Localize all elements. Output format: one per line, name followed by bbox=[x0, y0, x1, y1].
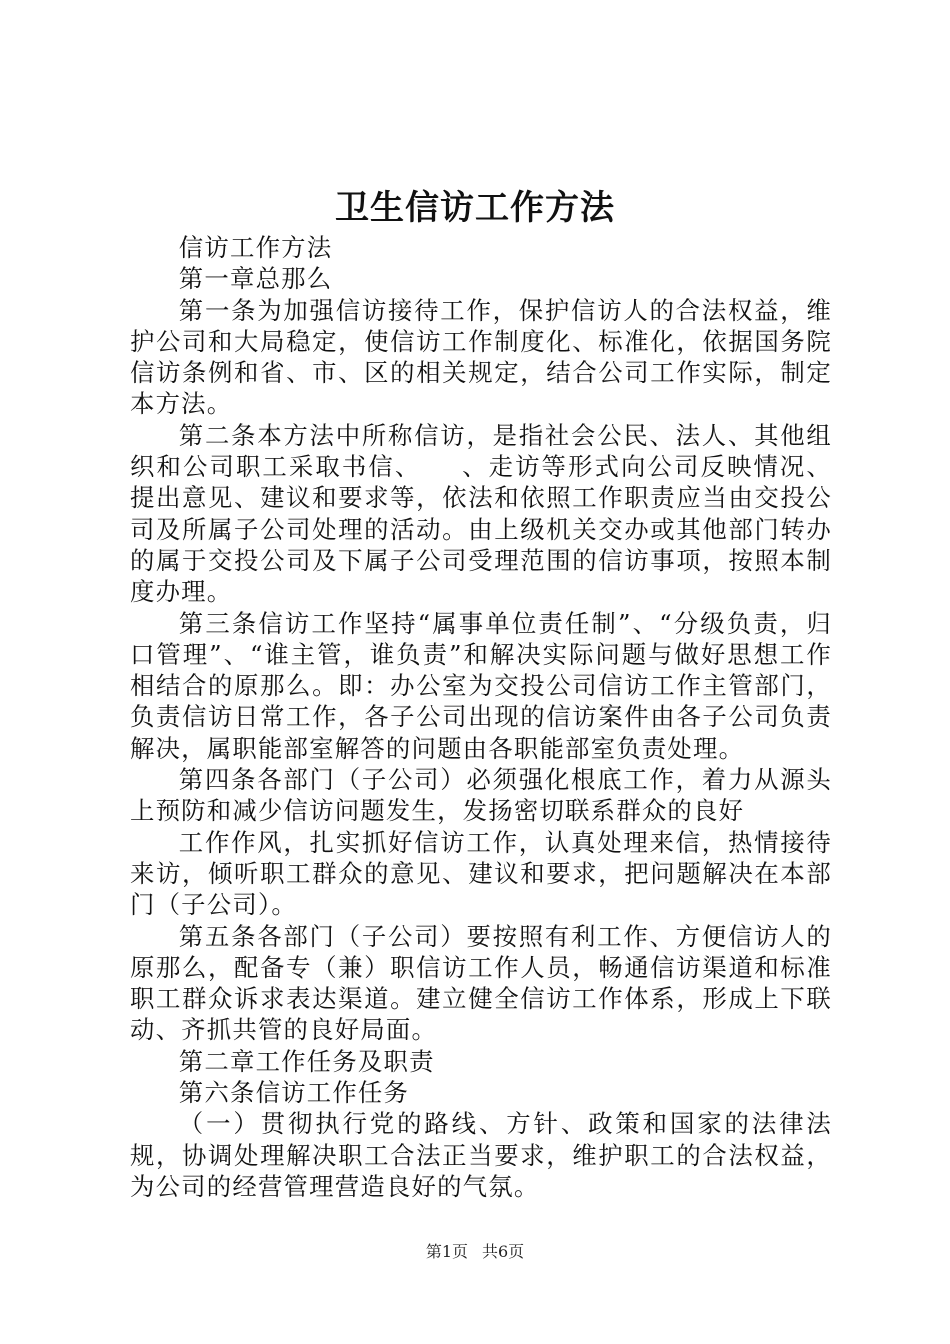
paragraph: 第五条各部门（子公司）要按照有利工作、方便信访人的原那么，配备专（兼）职信访工作人员，畅通信访渠道和标准职工群众诉求表达渠道。建立健全信访工作体系，形成上下联动、齐抓共管的良好局面。 bbox=[130, 921, 832, 1045]
paragraph: 第一章总那么 bbox=[178, 264, 333, 294]
page-footer bbox=[0, 1240, 950, 1264]
paragraph: 信访工作方法 bbox=[178, 233, 333, 262]
paragraph: （一）贯彻执行党的路线、方针、政策和国家的法律法规，协调处理解决职工合法正当要求，维护职工的合法权益，为公司的经营管理营造良好的气氛。 bbox=[130, 1109, 832, 1201]
page-total: 共6页 bbox=[482, 1242, 525, 1261]
paragraph: 第四条各部门（子公司）必须强化根底工作，着力从源头上预防和减少信访问题发生，发扬密切联系群众的良好 bbox=[130, 765, 832, 826]
page-title: 卫生信访工作方法 bbox=[335, 188, 615, 228]
paragraph: 工作作风，扎实抓好信访工作，认真处理来信，热情接待来访，倾听职工群众的意见、建议和要求，把问题解决在本部门（子公司）。 bbox=[130, 827, 832, 920]
paragraph: 第二章工作任务及职责 bbox=[178, 1046, 435, 1076]
paragraph: 第六条信访工作任务 bbox=[178, 1078, 410, 1108]
paragraph: 第三条信访工作坚持“属事单位责任制”、“分级负责，归口管理”、“谁主管，谁负责”和解决实际问题与做好思想工作相结合的原那么。即：办公室为交投公司信访工作主管部门，负责信访日常工作，各子公司出现的信访案件由各子公司负责解决，属职能部室解答的问题由各职能部室负责处理。 bbox=[130, 608, 832, 763]
page-number: 第1页 bbox=[425, 1242, 468, 1261]
document-body bbox=[130, 232, 832, 1202]
paragraph: 第一条为加强信访接待工作，保护信访人的合法权益，维护公司和大局稳定，使信访工作制度化、标准化，依据国务院信访条例和省、市、区的相关规定，结合公司工作实际，制定本方法。 bbox=[130, 295, 832, 419]
paragraph: 第二条本方法中所称信访，是指社会公民、法人、其他组织和公司职工采取书信、 、走访等形式向公司反映情况、提出意见、建议和要求等，依法和依照工作职责应当由交投公司及所属子公司处理的活动。由上级机关交办或其他部门转办的属于交投公司及下属子公司受理范围的信访事项，按照本制度办理。 bbox=[130, 420, 832, 607]
